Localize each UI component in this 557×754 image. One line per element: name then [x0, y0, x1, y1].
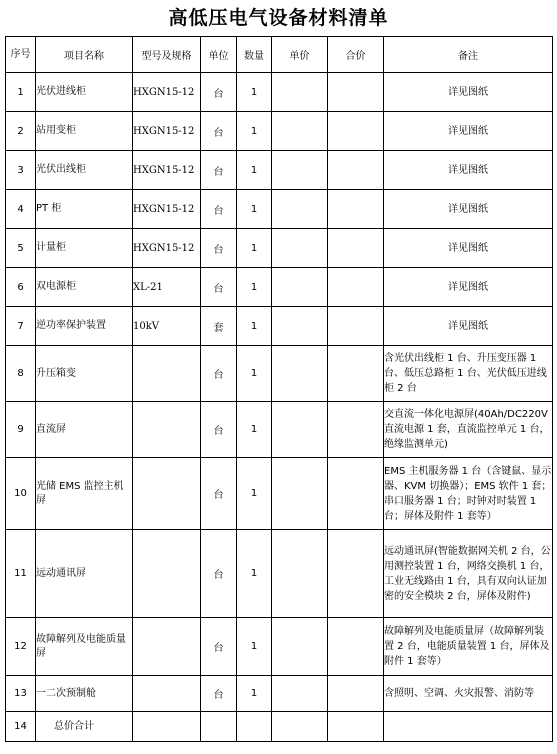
- table-row: [6, 402, 553, 458]
- cell-note: 故障解列及电能质量屏（故障解列装置 2 台，电能质量装置 1 台，屏体及附件 1 套等）: [384, 618, 553, 676]
- table-row: [6, 676, 553, 712]
- cell-note: 详见图纸: [384, 307, 553, 346]
- cell-no: 10: [6, 458, 36, 530]
- cell-model: HXGN15-12: [133, 229, 201, 268]
- header-unit: 单位: [201, 37, 237, 73]
- cell-unit: 台: [201, 73, 237, 112]
- cell-note: 详见图纸: [384, 229, 553, 268]
- cell-total: [328, 73, 384, 112]
- cell-total: [328, 346, 384, 402]
- header-price: 单价: [272, 37, 328, 73]
- cell-price: [272, 530, 328, 618]
- cell-total: [328, 676, 384, 712]
- cell-no: 5: [6, 229, 36, 268]
- cell-no: 1: [6, 73, 36, 112]
- cell-model: HXGN15-12: [133, 112, 201, 151]
- materials-table: [5, 36, 553, 742]
- table-row: [6, 530, 553, 618]
- cell-qty: 1: [237, 229, 272, 268]
- cell-price: [272, 73, 328, 112]
- cell-total: [328, 151, 384, 190]
- header-name: 项目名称: [36, 37, 133, 73]
- cell-no: 9: [6, 402, 36, 458]
- cell-model: HXGN15-12: [133, 190, 201, 229]
- cell-no: 14: [6, 712, 36, 742]
- cell-model: HXGN15-12: [133, 151, 201, 190]
- cell-total: [328, 618, 384, 676]
- cell-model: [133, 618, 201, 676]
- cell-price: [272, 618, 328, 676]
- header-no: 序号: [6, 37, 36, 73]
- cell-model: [133, 402, 201, 458]
- header-model: 型号及规格: [133, 37, 201, 73]
- cell-unit: 台: [201, 458, 237, 530]
- cell-unit: 套: [201, 307, 237, 346]
- cell-total: [328, 112, 384, 151]
- cell-total: [328, 458, 384, 530]
- cell-model: [133, 530, 201, 618]
- cell-model: [133, 676, 201, 712]
- cell-no: 13: [6, 676, 36, 712]
- cell-note: 详见图纸: [384, 268, 553, 307]
- cell-name: 逆功率保护装置: [36, 307, 133, 346]
- cell-qty: 1: [237, 112, 272, 151]
- cell-no: 12: [6, 618, 36, 676]
- cell-unit: 台: [201, 151, 237, 190]
- table-row: [6, 73, 553, 112]
- cell-name: 直流屏: [36, 402, 133, 458]
- cell-name: 光伏出线柜: [36, 151, 133, 190]
- table-row: [6, 458, 553, 530]
- cell-price: [272, 458, 328, 530]
- cell-unit: 台: [201, 190, 237, 229]
- cell-qty: 1: [237, 151, 272, 190]
- cell-note: 详见图纸: [384, 190, 553, 229]
- cell-name: 双电源柜: [36, 268, 133, 307]
- table-row: [6, 268, 553, 307]
- cell-name: 站用变柜: [36, 112, 133, 151]
- cell-price: [272, 268, 328, 307]
- cell-total: [328, 190, 384, 229]
- cell-no: 11: [6, 530, 36, 618]
- cell-qty: 1: [237, 307, 272, 346]
- cell-price: [272, 190, 328, 229]
- cell-price: [272, 229, 328, 268]
- table-row: [6, 151, 553, 190]
- cell-name: PT 柜: [36, 190, 133, 229]
- table-row: [6, 618, 553, 676]
- cell-qty: 1: [237, 618, 272, 676]
- cell-model: [133, 712, 201, 742]
- cell-qty: [237, 712, 272, 742]
- cell-unit: [201, 712, 237, 742]
- cell-note: 交直流一体化电源屏(40Ah/DC220V 直流电源 1 套，直流监控单元 1 台，绝缘监测单元): [384, 402, 553, 458]
- cell-no: 8: [6, 346, 36, 402]
- table-row: [6, 307, 553, 346]
- cell-total: [328, 712, 384, 742]
- cell-model: [133, 346, 201, 402]
- cell-name: 远动通讯屏: [36, 530, 133, 618]
- cell-unit: 台: [201, 229, 237, 268]
- cell-total: [328, 530, 384, 618]
- cell-name: 光储 EMS 监控主机屏: [36, 458, 133, 530]
- cell-model: XL-21: [133, 268, 201, 307]
- cell-note: 详见图纸: [384, 73, 553, 112]
- cell-name: 总价合计: [36, 712, 133, 742]
- cell-price: [272, 676, 328, 712]
- cell-unit: 台: [201, 402, 237, 458]
- table-row: [6, 190, 553, 229]
- cell-qty: 1: [237, 346, 272, 402]
- cell-unit: 台: [201, 618, 237, 676]
- table-header-row: [6, 37, 553, 73]
- cell-total: [328, 402, 384, 458]
- cell-qty: 1: [237, 268, 272, 307]
- cell-price: [272, 112, 328, 151]
- cell-price: [272, 151, 328, 190]
- cell-price: [272, 307, 328, 346]
- cell-no: 6: [6, 268, 36, 307]
- document-title: 高低压电气设备材料清单: [168, 7, 389, 29]
- cell-unit: 台: [201, 346, 237, 402]
- cell-name: 光伏进线柜: [36, 73, 133, 112]
- cell-model: [133, 458, 201, 530]
- cell-note: 含照明、空调、火灾报警、消防等: [384, 676, 553, 712]
- cell-price: [272, 346, 328, 402]
- cell-no: 2: [6, 112, 36, 151]
- cell-unit: 台: [201, 268, 237, 307]
- cell-note: EMS 主机服务器 1 台（含键鼠、显示器、KVM 切换器）；EMS 软件 1 套；串口服务器 1 台；时钟对时装置 1 台；屏体及附件 1 套等）: [384, 458, 553, 530]
- cell-price: [272, 402, 328, 458]
- cell-price: [272, 712, 328, 742]
- cell-no: 7: [6, 307, 36, 346]
- cell-no: 4: [6, 190, 36, 229]
- cell-model: HXGN15-12: [133, 73, 201, 112]
- table-row: [6, 346, 553, 402]
- header-qty: 数量: [237, 37, 272, 73]
- table-row: [6, 712, 553, 742]
- cell-name: 一二次预制舱: [36, 676, 133, 712]
- table-row: [6, 229, 553, 268]
- cell-name: 故障解列及电能质量屏: [36, 618, 133, 676]
- cell-total: [328, 229, 384, 268]
- cell-qty: 1: [237, 402, 272, 458]
- cell-note: 远动通讯屏(智能数据网关机 2 台，公用测控装置 1 台，网络交换机 1 台，工业无线路由 1 台，具有双向认证加密的安全模块 2 台，屏体及附件): [384, 530, 553, 618]
- cell-total: [328, 307, 384, 346]
- cell-qty: 1: [237, 458, 272, 530]
- cell-qty: 1: [237, 676, 272, 712]
- cell-note: 含光伏出线柜 1 台、升压变压器 1 台、低压总路柜 1 台、光伏低压进线柜 2 台: [384, 346, 553, 402]
- header-total: 合价: [328, 37, 384, 73]
- cell-qty: 1: [237, 73, 272, 112]
- cell-note: 详见图纸: [384, 112, 553, 151]
- cell-name: 升压箱变: [36, 346, 133, 402]
- cell-note: [384, 712, 553, 742]
- header-note: 备注: [384, 37, 553, 73]
- cell-qty: 1: [237, 530, 272, 618]
- cell-qty: 1: [237, 190, 272, 229]
- cell-unit: 台: [201, 112, 237, 151]
- cell-name: 计量柜: [36, 229, 133, 268]
- cell-total: [328, 268, 384, 307]
- cell-note: 详见图纸: [384, 151, 553, 190]
- cell-no: 3: [6, 151, 36, 190]
- table-row: [6, 112, 553, 151]
- cell-unit: 台: [201, 676, 237, 712]
- cell-unit: 台: [201, 530, 237, 618]
- cell-model: 10kV: [133, 307, 201, 346]
